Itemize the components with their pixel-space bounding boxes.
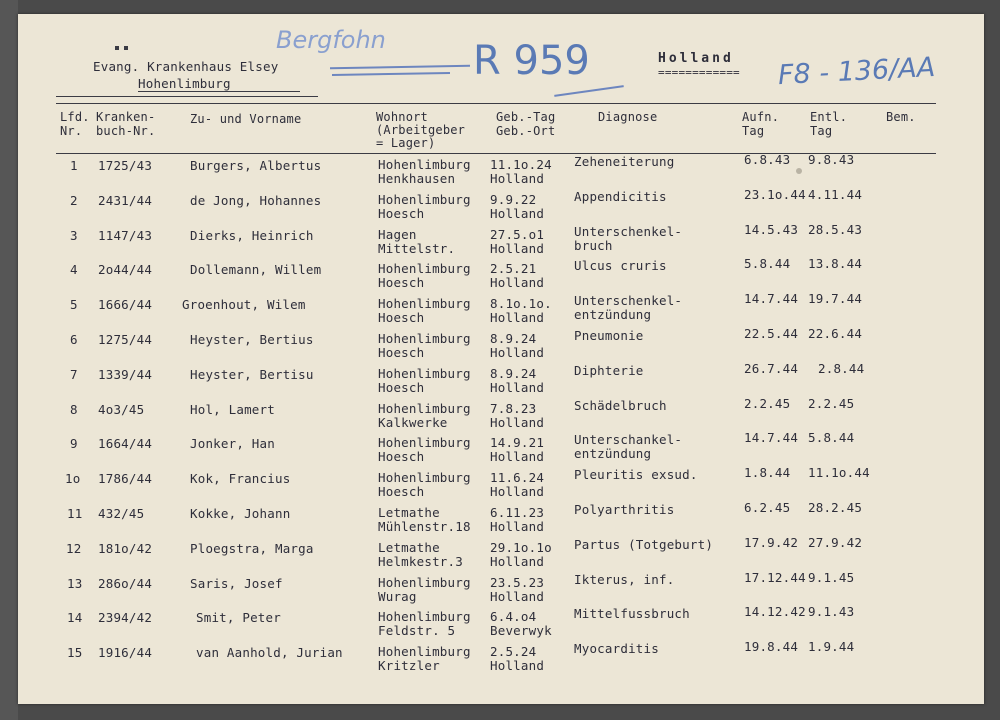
row-number: 7 bbox=[70, 367, 78, 382]
birth-place: Holland bbox=[490, 554, 545, 569]
residence-line-2: Hoesch bbox=[378, 310, 425, 325]
birth-date: 8.9.24 bbox=[490, 331, 537, 346]
residence-line-2: Hoesch bbox=[378, 380, 425, 395]
admission-date: 6.8.43 bbox=[744, 152, 791, 167]
row-number: 6 bbox=[70, 332, 78, 347]
handwritten-file-code: F8 - 136/AA bbox=[777, 51, 936, 92]
diagnosis-line-1: Appendicitis bbox=[574, 189, 667, 204]
birth-date: 8.9.24 bbox=[490, 366, 537, 381]
discharge-date: 4.11.44 bbox=[808, 187, 863, 202]
discharge-date: 9.1.45 bbox=[808, 570, 855, 585]
row-number: 13 bbox=[67, 576, 83, 591]
table-top-rule bbox=[56, 103, 936, 104]
birth-place: Holland bbox=[490, 449, 545, 464]
birth-date: 29.1o.1o bbox=[490, 540, 552, 555]
ink-mark bbox=[124, 46, 128, 50]
birth-date: 2.5.24 bbox=[490, 644, 537, 659]
residence-line-2: Hoesch bbox=[378, 345, 425, 360]
residence-line-1: Hohenlimburg bbox=[378, 192, 471, 207]
birth-place: Holland bbox=[490, 241, 545, 256]
birth-place: Holland bbox=[490, 380, 545, 395]
patient-name: Dollemann, Willem bbox=[190, 262, 322, 277]
admission-date: 23.1o.44 bbox=[744, 187, 806, 202]
col-header-entlassung: Entl. Tag bbox=[810, 110, 848, 138]
birth-date: 23.5.23 bbox=[490, 575, 545, 590]
diagnosis-line-2: bruch bbox=[574, 238, 613, 253]
birth-date: 2.5.21 bbox=[490, 261, 537, 276]
residence-line-2: Feldstr. 5 bbox=[378, 623, 456, 638]
krankenbuch-number: 1666/44 bbox=[98, 297, 153, 312]
residence-line-1: Hohenlimburg bbox=[378, 575, 471, 590]
residence-line-1: Hohenlimburg bbox=[378, 366, 471, 381]
residence-line-1: Hohenlimburg bbox=[378, 435, 471, 450]
residence-line-2: Helmkestr.3 bbox=[378, 554, 463, 569]
birth-place: Holland bbox=[490, 484, 545, 499]
diagnosis-line-1: Zeheneiterung bbox=[574, 154, 675, 169]
birth-place: Holland bbox=[490, 658, 545, 673]
admission-date: 19.8.44 bbox=[744, 639, 799, 654]
discharge-date: 22.6.44 bbox=[808, 326, 863, 341]
col-header-geburt: Geb.-Tag Geb.-Ort bbox=[496, 110, 556, 138]
patient-name: de Jong, Hohannes bbox=[190, 193, 322, 208]
handwritten-crossed-name: Bergfohn bbox=[276, 26, 386, 54]
residence-line-1: Hohenlimburg bbox=[378, 261, 471, 276]
admission-date: 5.8.44 bbox=[744, 256, 791, 271]
row-number: 4 bbox=[70, 262, 78, 277]
patient-name: Smit, Peter bbox=[196, 610, 281, 625]
diagnosis-line-1: Mittelfussbruch bbox=[574, 606, 690, 621]
krankenbuch-number: 2394/42 bbox=[98, 610, 153, 625]
hospital-city: Hohenlimburg bbox=[138, 76, 300, 92]
discharge-date: 27.9.42 bbox=[808, 535, 863, 550]
patient-name: Kokke, Johann bbox=[190, 506, 291, 521]
discharge-date: 9.1.43 bbox=[808, 604, 855, 619]
discharge-date: 1.9.44 bbox=[808, 639, 855, 654]
residence-line-2: Wurag bbox=[378, 589, 417, 604]
admission-date: 1.8.44 bbox=[744, 465, 791, 480]
diagnosis-line-1: Ulcus cruris bbox=[574, 258, 667, 273]
row-number: 14 bbox=[67, 610, 83, 625]
discharge-date: 28.5.43 bbox=[808, 222, 863, 237]
birth-date: 8.1o.1o. bbox=[490, 296, 552, 311]
patient-name: Heyster, Bertius bbox=[190, 332, 314, 347]
row-number: 9 bbox=[70, 436, 78, 451]
row-number: 3 bbox=[70, 228, 78, 243]
krankenbuch-number: 2431/44 bbox=[98, 193, 153, 208]
birth-place: Holland bbox=[490, 519, 545, 534]
country-heading: Holland bbox=[658, 51, 734, 66]
birth-date: 6.11.23 bbox=[490, 505, 545, 520]
discharge-date: 13.8.44 bbox=[808, 256, 863, 271]
patient-name: Dierks, Heinrich bbox=[190, 228, 314, 243]
admission-date: 2.2.45 bbox=[744, 396, 791, 411]
document-page bbox=[18, 14, 984, 704]
krankenbuch-number: 1916/44 bbox=[98, 645, 153, 660]
krankenbuch-number: 1664/44 bbox=[98, 436, 153, 451]
birth-place: Holland bbox=[490, 310, 545, 325]
admission-date: 26.7.44 bbox=[744, 361, 799, 376]
discharge-date: 11.1o.44 bbox=[808, 465, 870, 480]
admission-date: 14.7.44 bbox=[744, 291, 799, 306]
row-number: 12 bbox=[66, 541, 82, 556]
krankenbuch-number: 2o44/44 bbox=[98, 262, 153, 277]
birth-place: Holland bbox=[490, 415, 545, 430]
col-header-bemerkung: Bem. bbox=[886, 110, 916, 124]
krankenbuch-number: 286o/44 bbox=[98, 576, 153, 591]
residence-line-2: Hoesch bbox=[378, 275, 425, 290]
underline-mark bbox=[554, 85, 624, 97]
col-header-diagnose: Diagnose bbox=[598, 110, 658, 124]
residence-line-1: Letmathe bbox=[378, 505, 440, 520]
residence-line-2: Henkhausen bbox=[378, 171, 456, 186]
row-number: 1 bbox=[70, 158, 78, 173]
residence-line-2: Mittelstr. bbox=[378, 241, 456, 256]
birth-place: Holland bbox=[490, 206, 545, 221]
admission-date: 14.12.42 bbox=[744, 604, 806, 619]
krankenbuch-number: 1786/44 bbox=[98, 471, 153, 486]
row-number: 5 bbox=[70, 297, 78, 312]
birth-place: Holland bbox=[490, 345, 545, 360]
birth-place: Beverwyk bbox=[490, 623, 552, 638]
header-rule bbox=[56, 96, 318, 97]
strikethrough-mark bbox=[330, 65, 470, 69]
diagnosis-line-1: Partus (Totgeburt) bbox=[574, 537, 714, 552]
residence-line-2: Hoesch bbox=[378, 206, 425, 221]
admission-date: 17.9.42 bbox=[744, 535, 799, 550]
birth-date: 14.9.21 bbox=[490, 435, 545, 450]
hospital-name: Evang. Krankenhaus Elsey bbox=[93, 59, 279, 74]
discharge-date: 9.8.43 bbox=[808, 152, 855, 167]
discharge-date: 2.8.44 bbox=[818, 361, 865, 376]
residence-line-2: Hoesch bbox=[378, 449, 425, 464]
discharge-date: 28.2.45 bbox=[808, 500, 863, 515]
col-header-name: Zu- und Vorname bbox=[190, 112, 302, 126]
col-header-wohnort: Wohnort (Arbeitgeber = Lager) bbox=[376, 110, 466, 150]
handwritten-reference: R 959 bbox=[473, 38, 590, 84]
diagnosis-line-1: Polyarthritis bbox=[574, 502, 675, 517]
krankenbuch-number: 432/45 bbox=[98, 506, 145, 521]
row-number: 1o bbox=[65, 471, 81, 486]
country-heading-underline: ============ bbox=[658, 66, 740, 79]
diagnosis-line-1: Pleuritis exsud. bbox=[574, 467, 698, 482]
col-header-lfd: Lfd. Nr. bbox=[60, 110, 90, 138]
krankenbuch-number: 4o3/45 bbox=[98, 402, 145, 417]
patient-name: Groenhout, Wilem bbox=[182, 297, 306, 312]
diagnosis-line-1: Myocarditis bbox=[574, 641, 659, 656]
scan-edge bbox=[0, 0, 18, 720]
birth-date: 27.5.o1 bbox=[490, 227, 545, 242]
krankenbuch-number: 1339/44 bbox=[98, 367, 153, 382]
residence-line-2: Hoesch bbox=[378, 484, 425, 499]
patient-name: Hol, Lamert bbox=[190, 402, 275, 417]
diagnosis-line-1: Unterschankel- bbox=[574, 432, 683, 447]
header-bottom-rule bbox=[56, 153, 936, 154]
discharge-date: 5.8.44 bbox=[808, 430, 855, 445]
residence-line-1: Hohenlimburg bbox=[378, 157, 471, 172]
krankenbuch-number: 181o/42 bbox=[98, 541, 153, 556]
patient-name: Saris, Josef bbox=[190, 576, 283, 591]
patient-name: Ploegstra, Marga bbox=[190, 541, 314, 556]
row-number: 11 bbox=[67, 506, 83, 521]
admission-date: 14.7.44 bbox=[744, 430, 799, 445]
residence-line-1: Letmathe bbox=[378, 540, 440, 555]
diagnosis-line-2: entzündung bbox=[574, 446, 652, 461]
birth-place: Holland bbox=[490, 171, 545, 186]
residence-line-2: Kalkwerke bbox=[378, 415, 448, 430]
diagnosis-line-1: Pneumonie bbox=[574, 328, 644, 343]
patient-name: Burgers, Albertus bbox=[190, 158, 322, 173]
residence-line-2: Mühlenstr.18 bbox=[378, 519, 471, 534]
krankenbuch-number: 1275/44 bbox=[98, 332, 153, 347]
residence-line-1: Hohenlimburg bbox=[378, 609, 471, 624]
diagnosis-line-2: entzündung bbox=[574, 307, 652, 322]
birth-date: 6.4.o4 bbox=[490, 609, 537, 624]
patient-name: van Aanhold, Jurian bbox=[196, 645, 343, 660]
row-number: 2 bbox=[70, 193, 78, 208]
krankenbuch-number: 1147/43 bbox=[98, 228, 153, 243]
col-header-krankenbuch: Kranken- buch-Nr. bbox=[96, 110, 156, 138]
discharge-date: 19.7.44 bbox=[808, 291, 863, 306]
row-number: 15 bbox=[67, 645, 83, 660]
paper-spot bbox=[796, 168, 802, 174]
col-header-aufnahme: Aufn. Tag bbox=[742, 110, 780, 138]
diagnosis-line-1: Unterschenkel- bbox=[574, 293, 683, 308]
birth-place: Holland bbox=[490, 275, 545, 290]
residence-line-2: Kritzler bbox=[378, 658, 440, 673]
patient-name: Jonker, Han bbox=[190, 436, 275, 451]
diagnosis-line-1: Ikterus, inf. bbox=[574, 572, 675, 587]
birth-date: 11.6.24 bbox=[490, 470, 545, 485]
residence-line-1: Hagen bbox=[378, 227, 417, 242]
residence-line-1: Hohenlimburg bbox=[378, 470, 471, 485]
birth-date: 9.9.22 bbox=[490, 192, 537, 207]
admission-date: 6.2.45 bbox=[744, 500, 791, 515]
discharge-date: 2.2.45 bbox=[808, 396, 855, 411]
diagnosis-line-1: Diphterie bbox=[574, 363, 644, 378]
diagnosis-line-1: Schädelbruch bbox=[574, 398, 667, 413]
diagnosis-line-1: Unterschenkel- bbox=[574, 224, 683, 239]
residence-line-1: Hohenlimburg bbox=[378, 401, 471, 416]
ink-mark bbox=[115, 46, 119, 50]
residence-line-1: Hohenlimburg bbox=[378, 644, 471, 659]
birth-place: Holland bbox=[490, 589, 545, 604]
birth-date: 11.1o.24 bbox=[490, 157, 552, 172]
admission-date: 22.5.44 bbox=[744, 326, 799, 341]
admission-date: 14.5.43 bbox=[744, 222, 799, 237]
krankenbuch-number: 1725/43 bbox=[98, 158, 153, 173]
admission-date: 17.12.44 bbox=[744, 570, 806, 585]
row-number: 8 bbox=[70, 402, 78, 417]
patient-name: Kok, Francius bbox=[190, 471, 291, 486]
patient-name: Heyster, Bertisu bbox=[190, 367, 314, 382]
residence-line-1: Hohenlimburg bbox=[378, 296, 471, 311]
residence-line-1: Hohenlimburg bbox=[378, 331, 471, 346]
strikethrough-mark bbox=[332, 72, 450, 76]
birth-date: 7.8.23 bbox=[490, 401, 537, 416]
